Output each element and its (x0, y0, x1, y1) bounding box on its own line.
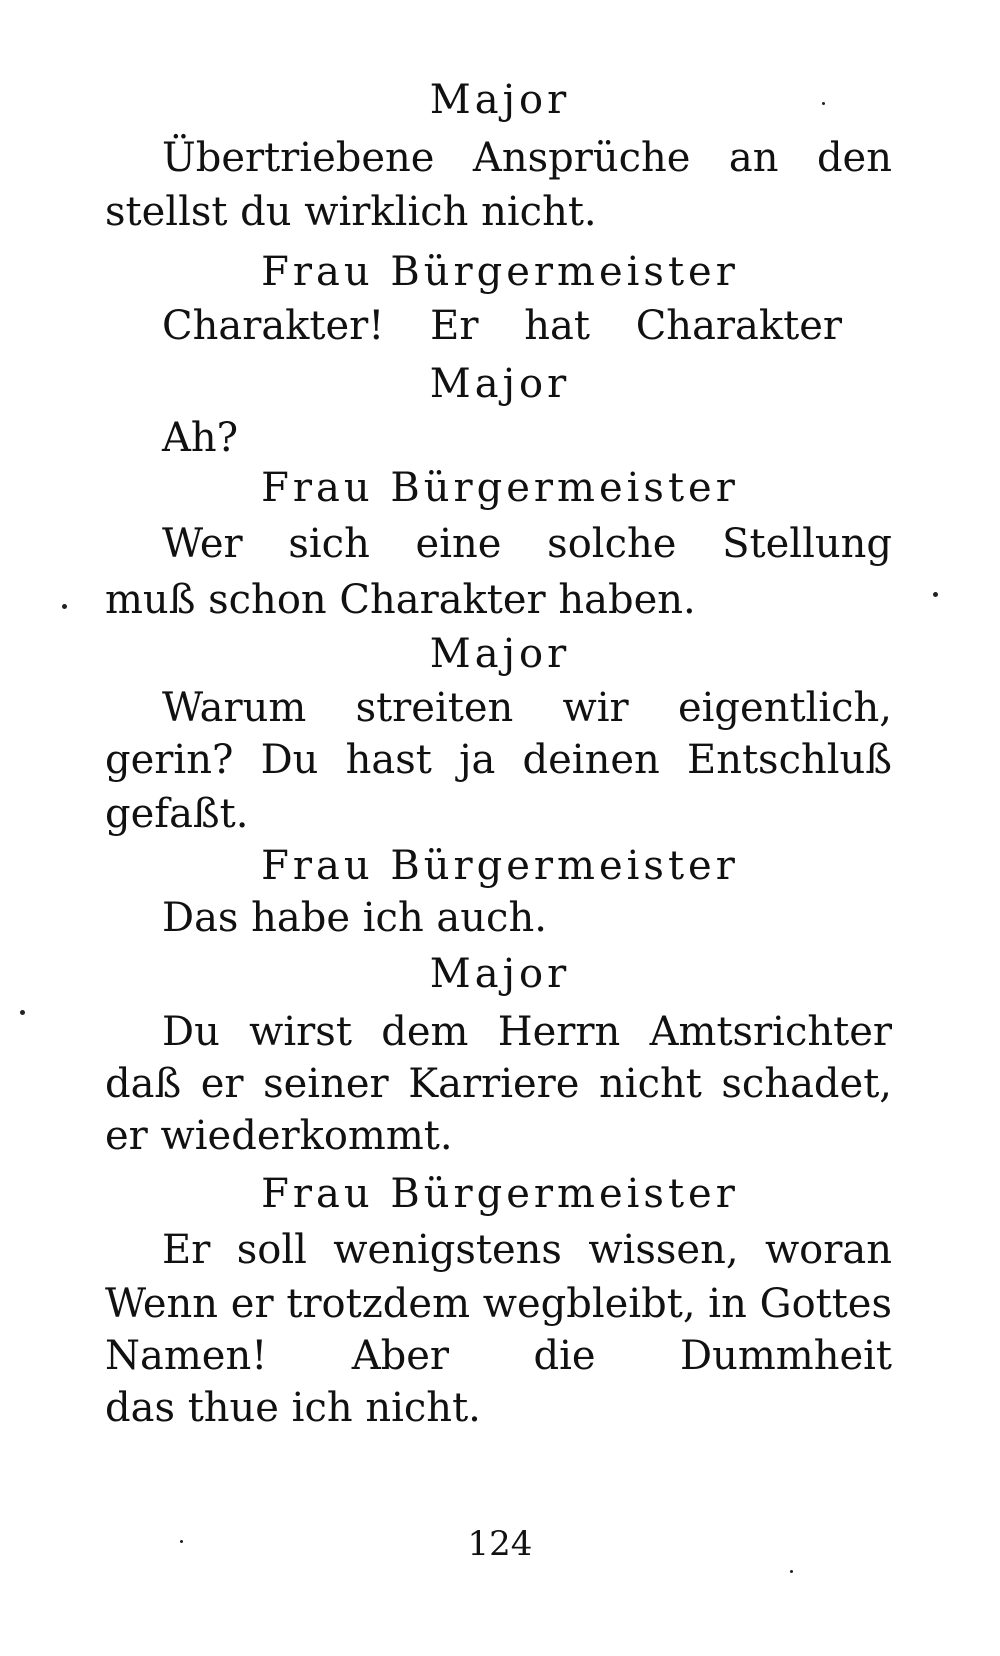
scan-speck (62, 604, 67, 609)
dialogue-line: Wer sich eine solche Stellung (162, 521, 892, 567)
scan-speck (180, 1540, 183, 1543)
scan-speck (790, 1570, 793, 1573)
dialogue-line: er wiederkommt. (105, 1113, 453, 1159)
dialogue-line: gefaßt. (105, 791, 249, 837)
speaker-major: Major (429, 631, 571, 677)
scan-speck (933, 592, 938, 597)
dialogue-line: Du wirst dem Herrn Amtsrichter (162, 1009, 892, 1055)
dialogue-line: das thue ich nicht. (105, 1385, 481, 1431)
scan-speck (822, 102, 825, 105)
speaker-frau-buergermeister: Frau Bürgermeister (261, 465, 739, 511)
dialogue-line: Charakter! Er hat Charakter (162, 303, 842, 349)
speaker-major: Major (429, 361, 571, 407)
speaker-major: Major (429, 77, 571, 123)
dialogue-line: Das habe ich auch. (162, 895, 547, 941)
dialogue-line: gerin? Du hast ja deinen Entschluß (105, 737, 892, 783)
scan-speck (20, 1010, 25, 1015)
dialogue-line: daß er seiner Karriere nicht schadet, (105, 1061, 892, 1107)
speaker-major: Major (429, 951, 571, 997)
dialogue-line: muß schon Charakter haben. (105, 577, 696, 623)
dialogue-line: Warum streiten wir eigentlich, (162, 685, 892, 731)
dialogue-line: Er soll wenigstens wissen, woran (162, 1227, 892, 1273)
dialogue-line: stellst du wirklich nicht. (105, 189, 597, 235)
page-number: 124 (467, 1524, 533, 1564)
dialogue-line: Ah? (162, 415, 239, 461)
dialogue-line: Wenn er trotzdem wegbleibt, in Gottes (105, 1281, 892, 1327)
dialogue-line: Übertriebene Ansprüche an den (162, 135, 892, 181)
speaker-frau-buergermeister: Frau Bürgermeister (261, 249, 739, 295)
speaker-frau-buergermeister: Frau Bürgermeister (261, 843, 739, 889)
speaker-frau-buergermeister: Frau Bürgermeister (261, 1171, 739, 1217)
dialogue-line: Namen! Aber die Dummheit (105, 1333, 892, 1379)
